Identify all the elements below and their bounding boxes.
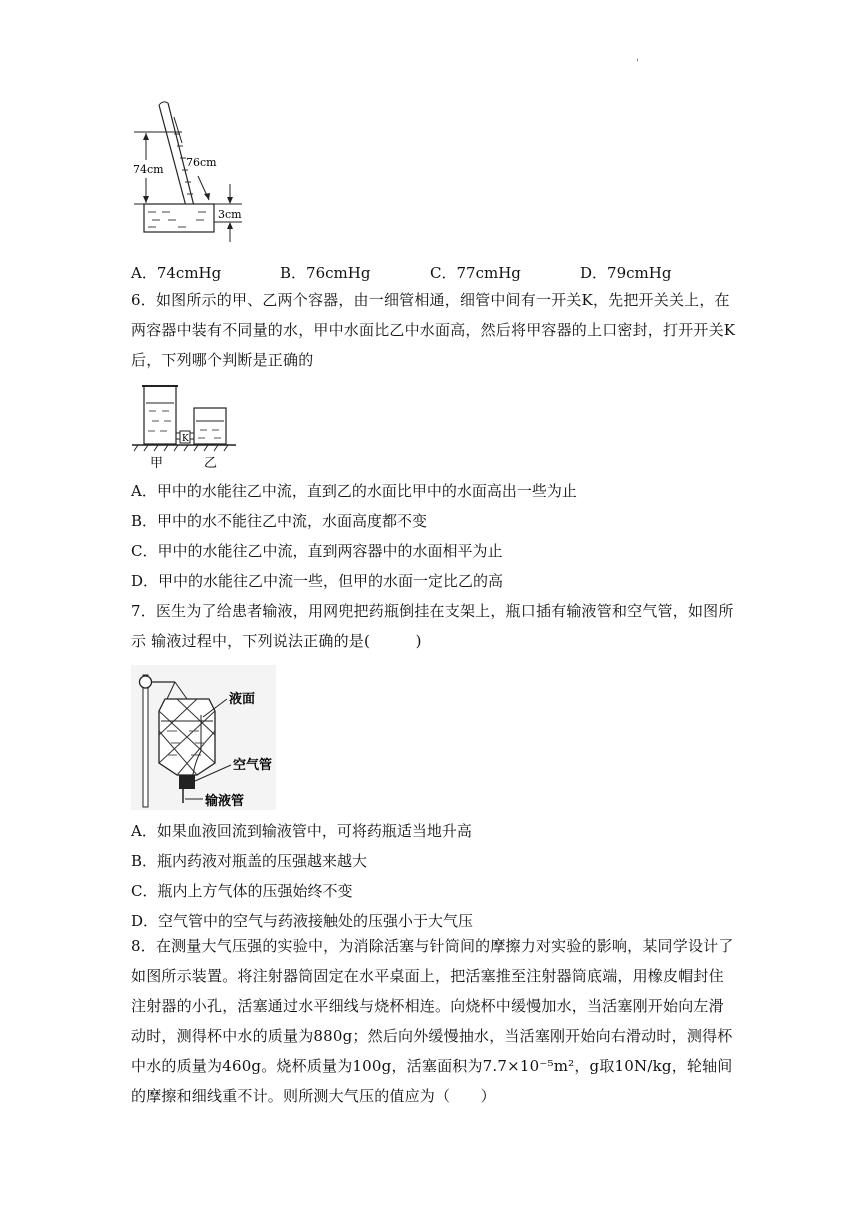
q5-option-c: C．77cmHg (430, 264, 521, 282)
q7-option-c: C．瓶内上方气体的压强始终不变 (131, 882, 353, 900)
q7-option-d: D．空气管中的空气与药液接触处的压强小于大气压 (131, 912, 474, 930)
q6-containers-figure (132, 383, 242, 473)
q7-label-infusion-tube: 输液管 (205, 794, 245, 809)
q7-label-surface: 液面 (229, 692, 256, 707)
q5-label-76cm: 76cm (186, 156, 217, 169)
q6-label-yi: 乙 (204, 456, 218, 471)
q5-option-b: B．76cmHg (280, 264, 371, 282)
page-mark: ' (636, 58, 639, 69)
q6-label-jia: 甲 (150, 456, 164, 471)
q5-label-74cm: 74cm (133, 163, 164, 176)
q7-stem: 7．医生为了给患者输液，用网兜把药瓶倒挂在支架上，瓶口插有输液管和空气管，如图所示 输液过程中，下列说法正确的是( ) (131, 602, 734, 650)
q7-option-b: B．瓶内药液对瓶盖的压强越来越大 (131, 852, 368, 870)
q6-option-d: D．甲中的水能往乙中流一些，但甲的水面一定比乙的高 (131, 572, 504, 590)
q5-option-d: D．79cmHg (580, 264, 672, 282)
q7-label-air-tube: 空气管 (233, 758, 273, 773)
q5-label-3cm: 3cm (218, 208, 242, 221)
q7-option-a: A．如果血液回流到输液管中，可将药瓶适当地升高 (131, 822, 472, 840)
q6-stem: 6．如图所示的甲、乙两个容器，由一细管相通，细管中间有一开关K，先把开关关上，在两容器中装有不同量的水，甲中水面比乙中水面高，然后将甲容器的上口密封，打开开关K后，下列哪个判断是正确的 (131, 291, 736, 369)
q5-option-a: A．74cmHg (131, 264, 222, 282)
q6-option-b: B．甲中的水不能往乙中流，水面高度都不变 (131, 512, 428, 530)
q6-option-a: A．甲中的水能往乙中流，直到乙的水面比甲中的水面高出一些为止 (131, 482, 577, 500)
q8-stem: 8．在测量大气压强的实验中，为消除活塞与针筒间的摩擦力对实验的影响，某同学设计了如图所示装置。将注射器筒固定在水平桌面上，把活塞推至注射器筒底端，用橡皮帽封住注射器的小孔，活塞通过水平细线与烧杯相连。向烧杯中缓慢加水，当活塞刚开始向左滑动时，测得杯中水的质量为880g；然后向外缓慢抽水，当活塞刚开始向右滑动时，测得杯中水的质量为460g。烧杯质量为100g，活塞面积为7.7×10⁻⁵m²，g取10N/kg，轮轴间的摩擦和细线重不计。则所测大气压的值应为（ ） (131, 937, 734, 1105)
q6-option-c: C．甲中的水能往乙中流，直到两容器中的水面相平为止 (131, 542, 503, 560)
q7-infusion-figure (131, 665, 276, 810)
q6-label-valve-k: K (182, 434, 189, 444)
q5-barometer-figure (132, 100, 247, 248)
